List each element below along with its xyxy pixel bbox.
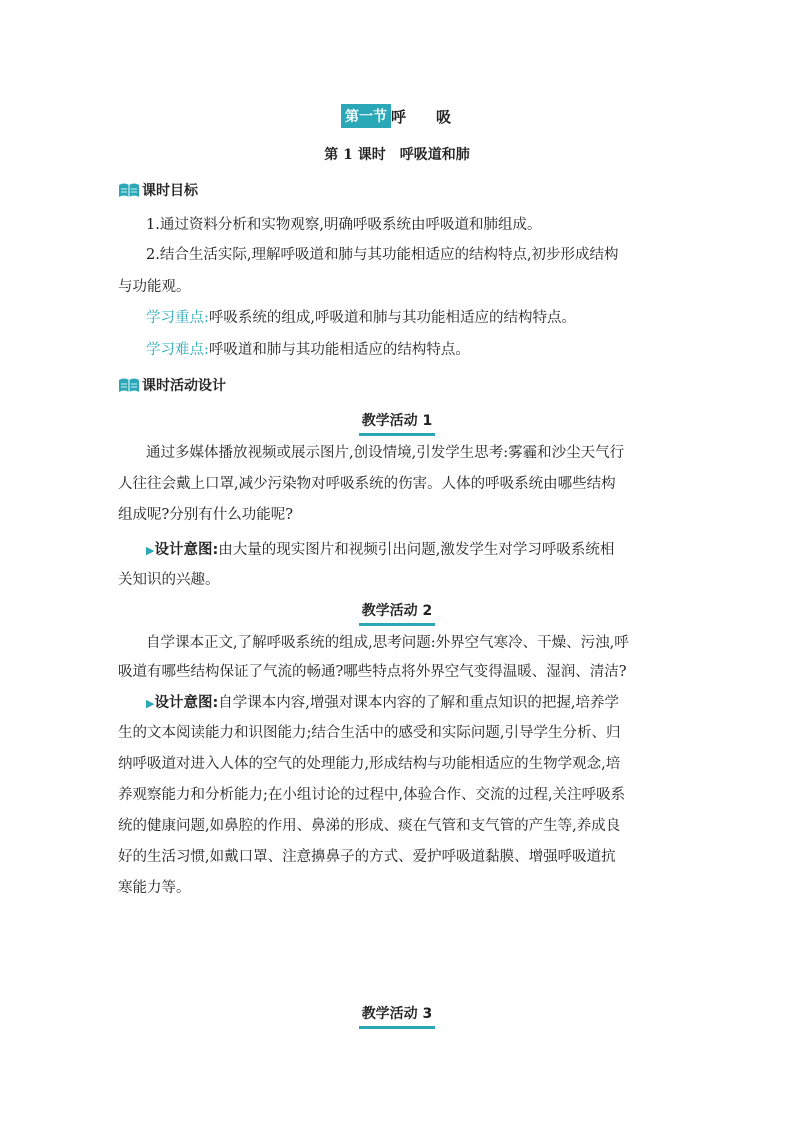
activity-2-intent-l2: 生的文本阅读能力和识图能力;结合生活中的感受和实际问题,引导学生分析、归 <box>118 725 621 741</box>
lesson-name: 呼吸道和肺 <box>399 147 470 163</box>
focus-text: 呼吸系统的组成,呼吸道和肺与其功能相适应的结构特点。 <box>208 310 576 326</box>
activity-1-p3: 组成呢?分别有什么功能呢? <box>118 507 294 523</box>
triangle-right-icon: ▶ <box>146 544 155 557</box>
activity-2-intent-l7: 寒能力等。 <box>118 880 191 896</box>
activity-1-p2: 人往往会戴上口罩,减少污染物对呼吸系统的伤害。人体的呼吸系统由哪些结构 <box>118 476 616 492</box>
book-icon <box>118 181 140 199</box>
activity-3-title: 教学活动 3 <box>0 1003 794 1029</box>
difficulty-text: 呼吸道和肺与其功能相适应的结构特点。 <box>208 342 470 358</box>
intent-label: 设计意图: <box>154 695 219 711</box>
focus-line <box>146 305 706 332</box>
book-icon <box>118 376 140 394</box>
activity-2-title: 教学活动 2 <box>0 600 794 626</box>
section-name: 呼 吸 <box>390 107 454 126</box>
activity-1-intent: ▶设计意图:由大量的现实图片和视频引出问题,激发学生对学习呼吸系统相 <box>146 542 615 558</box>
lesson-title <box>0 144 794 164</box>
activity-2-p1: 自学课本正文,了解呼吸系统的组成,思考问题:外界空气寒冷、干燥、污浊,呼 <box>146 635 629 651</box>
activity-1-p1: 通过多媒体播放视频或展示图片,创设情境,引发学生思考:雾霾和沙尘天气行 <box>146 445 625 461</box>
intent-label: 设计意图: <box>154 542 219 558</box>
goals-heading: 课时目标 <box>118 180 198 200</box>
activity-2-p2: 吸道有哪些结构保证了气流的畅通?哪些特点将外界空气变得温暖、湿润、清洁? <box>118 664 627 680</box>
difficulty-line <box>146 337 706 364</box>
activity-2-intent-l5: 统的健康问题,如鼻腔的作用、鼻涕的形成、痰在气管和支气管的产生等,养成良 <box>118 818 621 834</box>
design-heading: 课时活动设计 <box>118 375 226 395</box>
goal-2-line-2: 与功能观。 <box>118 279 191 295</box>
activity-2-intent-l3: 纳呼吸道对进入人体的空气的处理能力,形成结构与功能相适应的生物学观念,培 <box>118 756 621 772</box>
focus-label: 学习重点: <box>146 310 209 326</box>
lesson-prefix: 第 1 课时 <box>324 147 386 163</box>
activity-1-intent-l2: 关知识的兴趣。 <box>118 572 220 588</box>
section-title <box>0 104 794 128</box>
activity-2-intent: ▶设计意图:自学课本内容,增强对课本内容的了解和重点知识的把握,培养学 <box>146 695 619 711</box>
triangle-right-icon: ▶ <box>146 697 155 710</box>
activity-1-title: 教学活动 1 <box>0 410 794 436</box>
difficulty-label: 学习难点: <box>146 342 209 358</box>
section-badge: 第一节 <box>341 104 391 128</box>
activity-2-intent-l6: 好的生活习惯,如戴口罩、注意擤鼻子的方式、爱护呼吸道黏膜、增强呼吸道抗 <box>118 849 616 865</box>
goal-2-line-1: 2.结合生活实际,理解呼吸道和肺与其功能相适应的结构特点,初步形成结构 <box>146 247 619 263</box>
activity-2-intent-l4: 养观察能力和分析能力;在小组讨论的过程中,体验合作、交流的过程,关注呼吸系 <box>118 787 626 803</box>
goal-1: 1.通过资料分析和实物观察,明确呼吸系统由呼吸道和肺组成。 <box>146 217 542 233</box>
